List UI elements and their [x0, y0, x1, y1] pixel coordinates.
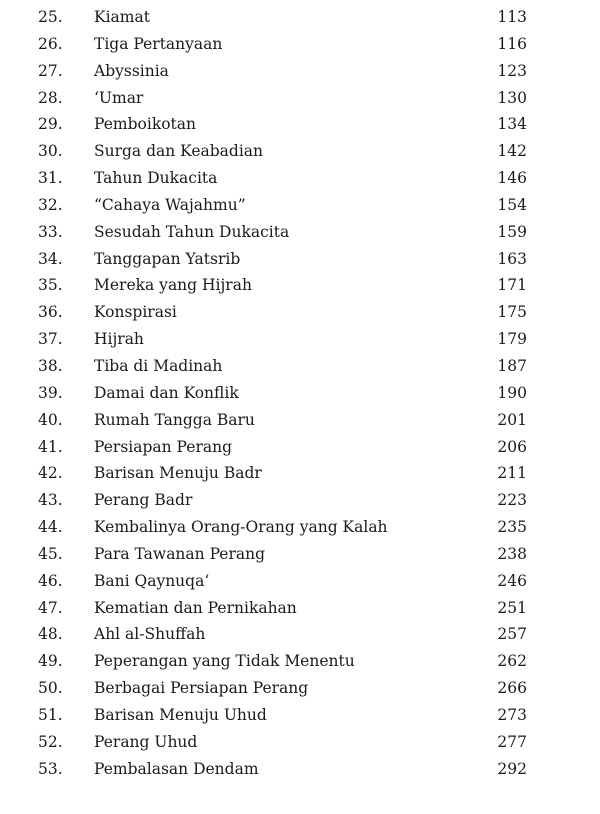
chapter-number: 47.	[38, 598, 63, 617]
chapter-title: Barisan Menuju Badr	[94, 464, 262, 483]
chapter-title: Perang Uhud	[94, 732, 198, 751]
toc-entry	[0, 648, 600, 675]
toc-entry	[0, 460, 600, 487]
toc-entry	[0, 675, 600, 702]
toc-entry	[0, 353, 600, 380]
page-number: 130	[497, 88, 527, 107]
page-number: 154	[497, 195, 527, 214]
chapter-title: Kembalinya Orang-Orang yang Kalah	[94, 518, 388, 537]
chapter-number: 38.	[38, 356, 63, 375]
toc-entry	[0, 407, 600, 434]
toc-entry	[0, 487, 600, 514]
chapter-number: 31.	[38, 169, 63, 188]
page-number: 257	[497, 625, 527, 644]
page-number: 262	[497, 652, 527, 671]
chapter-title: Abyssinia	[94, 61, 169, 80]
page-number: 187	[497, 356, 527, 375]
chapter-number: 37.	[38, 330, 63, 349]
chapter-title: Ahl al-Shuffah	[94, 625, 206, 644]
chapter-number: 33.	[38, 222, 63, 241]
chapter-title: Tahun Dukacita	[94, 169, 218, 188]
chapter-title: Sesudah Tahun Dukacita	[94, 222, 290, 241]
toc-entry	[0, 246, 600, 273]
toc-entry	[0, 138, 600, 165]
chapter-title: Peperangan yang Tidak Menentu	[94, 652, 355, 671]
chapter-title: Damai dan Konflik	[94, 383, 239, 402]
chapter-title: Tiba di Madinah	[94, 356, 223, 375]
toc-entry	[0, 595, 600, 622]
toc-entry	[0, 326, 600, 353]
page-number: 171	[497, 276, 527, 295]
toc-entry	[0, 85, 600, 112]
chapter-number: 45.	[38, 544, 63, 563]
toc-entry	[0, 434, 600, 461]
page-number: 277	[497, 732, 527, 751]
toc-entry	[0, 165, 600, 192]
toc-entry	[0, 111, 600, 138]
toc-entry	[0, 729, 600, 756]
toc-entry	[0, 272, 600, 299]
page-number: 163	[497, 249, 527, 268]
chapter-title: Berbagai Persiapan Perang	[94, 679, 309, 698]
page-number: 159	[497, 222, 527, 241]
chapter-number: 43.	[38, 491, 63, 510]
chapter-number: 41.	[38, 437, 63, 456]
toc-entry	[0, 756, 600, 783]
page-number: 134	[497, 115, 527, 134]
table-of-contents	[0, 4, 600, 782]
chapter-number: 50.	[38, 679, 63, 698]
chapter-number: 39.	[38, 383, 63, 402]
chapter-number: 27.	[38, 61, 63, 80]
chapter-number: 30.	[38, 142, 63, 161]
chapter-title: ‘Umar	[94, 88, 144, 107]
toc-entry	[0, 31, 600, 58]
chapter-number: 46.	[38, 571, 63, 590]
page-number: 273	[497, 705, 527, 724]
chapter-title: “Cahaya Wajahmu”	[94, 195, 246, 214]
chapter-number: 28.	[38, 88, 63, 107]
toc-entry	[0, 541, 600, 568]
page-number: 179	[497, 330, 527, 349]
page-number: 251	[497, 598, 527, 617]
page-number: 123	[497, 61, 527, 80]
chapter-number: 52.	[38, 732, 63, 751]
page-number: 246	[497, 571, 527, 590]
chapter-number: 35.	[38, 276, 63, 295]
chapter-title: Pemboikotan	[94, 115, 196, 134]
page-number: 235	[497, 518, 527, 537]
toc-entry	[0, 702, 600, 729]
chapter-number: 32.	[38, 195, 63, 214]
toc-entry	[0, 621, 600, 648]
page-number: 116	[497, 34, 527, 53]
chapter-title: Rumah Tangga Baru	[94, 410, 255, 429]
chapter-title: Persiapan Perang	[94, 437, 233, 456]
page-number: 142	[497, 142, 527, 161]
chapter-number: 29.	[38, 115, 63, 134]
chapter-number: 40.	[38, 410, 63, 429]
toc-entry	[0, 299, 600, 326]
chapter-number: 36.	[38, 303, 63, 322]
page-number: 223	[497, 491, 527, 510]
chapter-title: Surga dan Keabadian	[94, 142, 264, 161]
chapter-number: 48.	[38, 625, 63, 644]
page-number: 211	[497, 464, 527, 483]
chapter-number: 53.	[38, 759, 63, 778]
page-number: 206	[497, 437, 527, 456]
chapter-title: Pembalasan Dendam	[94, 759, 259, 778]
chapter-title: Tanggapan Yatsrib	[94, 249, 241, 268]
page-number: 292	[497, 759, 527, 778]
page-number: 266	[497, 679, 527, 698]
chapter-number: 44.	[38, 518, 63, 537]
toc-entry	[0, 58, 600, 85]
chapter-title: Konspirasi	[94, 303, 177, 322]
chapter-number: 34.	[38, 249, 63, 268]
chapter-number: 42.	[38, 464, 63, 483]
toc-entry	[0, 380, 600, 407]
page-number: 146	[497, 169, 527, 188]
chapter-title: Mereka yang Hijrah	[94, 276, 252, 295]
chapter-number: 26.	[38, 34, 63, 53]
chapter-title: Bani Qaynuqa‘	[94, 571, 210, 590]
toc-entry	[0, 4, 600, 31]
toc-entry	[0, 219, 600, 246]
chapter-title: Perang Badr	[94, 491, 193, 510]
chapter-title: Hijrah	[94, 330, 144, 349]
chapter-title: Kiamat	[94, 8, 150, 26]
page-number: 113	[497, 8, 527, 26]
toc-entry	[0, 568, 600, 595]
page-number: 201	[497, 410, 527, 429]
page-number: 238	[497, 544, 527, 563]
chapter-title: Kematian dan Pernikahan	[94, 598, 297, 617]
chapter-title: Para Tawanan Perang	[94, 544, 266, 563]
chapter-title: Barisan Menuju Uhud	[94, 705, 267, 724]
chapter-number: 51.	[38, 705, 63, 724]
chapter-title: Tiga Pertanyaan	[94, 34, 223, 53]
toc-entry	[0, 192, 600, 219]
toc-entry	[0, 514, 600, 541]
page-number: 190	[497, 383, 527, 402]
chapter-number: 25.	[38, 8, 63, 26]
chapter-number: 49.	[38, 652, 63, 671]
page-number: 175	[497, 303, 527, 322]
